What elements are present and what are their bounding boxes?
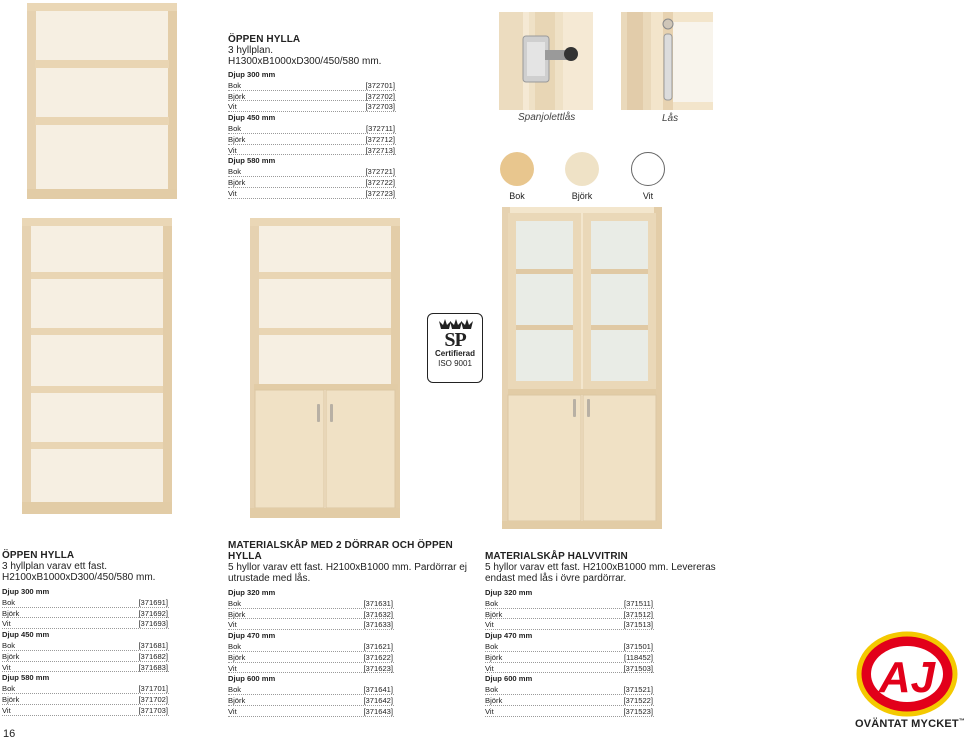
finish-label: Vit [642,191,654,201]
slogan-text: OVÄNTAT MYCKET [855,718,959,730]
depth-heading: Djup 580 mm [228,156,276,166]
spec-row: Bok [371521] [485,685,653,695]
depth-heading: Djup 450 mm [2,630,50,640]
product-description: 5 hyllor varav ett fast. H2100xB1000 mm. Pardörrar ej [228,562,467,573]
depth-heading: Djup 470 mm [485,631,533,641]
cert-line1: Certifierad [434,349,475,358]
spec-row: Björk [372722] [228,177,395,187]
spec-row: Bok [371511] [485,598,653,608]
depth-heading: Djup 450 mm [228,113,276,123]
spec-row: Björk [371682] [2,651,168,661]
espagnolette-lock-image [499,12,593,110]
product-cabinet-doors-block [228,540,467,717]
spec-row: Björk [371522] [485,695,653,705]
spec-row: Vit [371503] [485,663,653,673]
sp-logo-text: SP [444,329,466,351]
spec-row: Bok [371621] [228,641,393,651]
spec-row: Bok [372711] [228,123,395,133]
spec-row: Vit [371623] [228,663,393,673]
finish-label: Björk [571,191,593,201]
page-number: 16 [3,728,16,740]
spec-row: Vit [372723] [228,188,395,198]
aj-logo-mark [855,632,957,716]
depth-heading: Djup 320 mm [485,588,533,597]
spec-row: Bok [371501] [485,641,653,651]
spec-row: Vit [371683] [2,662,168,672]
spec-row: Björk [371702] [2,694,168,704]
finish-swatch-bjork [565,152,599,186]
spec-row: Bok [371681] [2,640,168,650]
spec-row: Björk [372712] [228,134,395,144]
depth-heading: Djup 300 mm [228,70,276,79]
spec-row: Björk [371632] [228,609,393,619]
depth-heading: Djup 300 mm [2,587,50,596]
spec-row: Vit [371513] [485,620,653,630]
finish-label: Bok [509,191,525,201]
trademark: ™ [958,718,965,725]
spec-row: Björk [371512] [485,609,653,619]
product-title: ÖPPEN HYLLA [228,34,301,45]
spec-row: Björk [371622] [228,652,393,662]
spec-table [228,69,396,199]
product-description: 3 hyllplan. H1300xB1000xD300/450/580 mm. [228,45,382,67]
spec-row: Vit [371633] [228,620,393,630]
finish-swatch-bok [500,152,534,186]
depth-heading: Djup 600 mm [485,674,533,684]
product-title: HYLLA [228,551,262,562]
spec-row: Björk [118452] [485,652,653,662]
spec-row: Bok [371691] [2,597,168,607]
product-description: utrustade med lås. [228,573,311,584]
top-product-block [228,34,396,199]
spec-row: Vit [371693] [2,619,168,629]
spec-table [485,587,654,717]
spec-row: Vit [371703] [2,705,168,715]
spec-row: Bok [372701] [228,80,395,90]
spec-table [2,586,169,716]
spec-row: Björk [371642] [228,695,393,705]
finish-swatch-vit [631,152,665,186]
spec-row: Vit [371643] [228,706,393,716]
spec-row: Bok [372721] [228,167,395,177]
depth-heading: Djup 580 mm [2,673,50,683]
spec-table [228,587,394,717]
product-description: H2100xB1000xD300/450/580 mm. [2,572,156,583]
espagnolette-lock-caption: Spanjolettlås [518,112,576,123]
spec-row: Bok [371631] [228,598,393,608]
product-half-vitrine-block [485,551,716,717]
cert-line2: ISO 9001 [438,359,472,368]
brand-slogan [855,718,965,730]
product-description: endast med lås i övre pardörrar. [485,573,627,584]
lock-caption: Lås [662,113,679,124]
spec-row: Vit [371523] [485,706,653,716]
lock-image [621,12,713,110]
aj-brand-logo [855,632,965,732]
spec-row: Björk [371692] [2,608,168,618]
spec-row: Björk [372702] [228,91,395,101]
product-title: MATERIALSKÅP MED 2 DÖRRAR OCH ÖPPEN [228,540,453,551]
cabinet-doors-open-shelf-image [248,218,406,523]
spec-row: Vit [372713] [228,145,395,155]
sp-certification-logo [427,313,483,383]
open-shelf-tall-image [20,218,178,518]
aj-logo-text: AJ [878,653,936,702]
product-description: 5 hyllor varav ett fast. H2100xB1000 mm. Levereras [485,562,716,573]
product-description: 3 hyllplan varav ett fast. [2,561,108,572]
depth-heading: Djup 320 mm [228,588,276,597]
product-title: ÖPPEN HYLLA [2,550,75,561]
spec-row: Bok [371641] [228,685,393,695]
cabinet-half-vitrine-image [500,207,665,532]
product-title: MATERIALSKÅP HALVVITRIN [485,551,628,562]
depth-heading: Djup 600 mm [228,674,276,684]
spec-row: Vit [372703] [228,102,395,112]
open-shelf-small-image [25,3,183,203]
product-open-shelf-block [2,550,169,716]
spec-row: Bok [371701] [2,684,168,694]
depth-heading: Djup 470 mm [228,631,276,641]
